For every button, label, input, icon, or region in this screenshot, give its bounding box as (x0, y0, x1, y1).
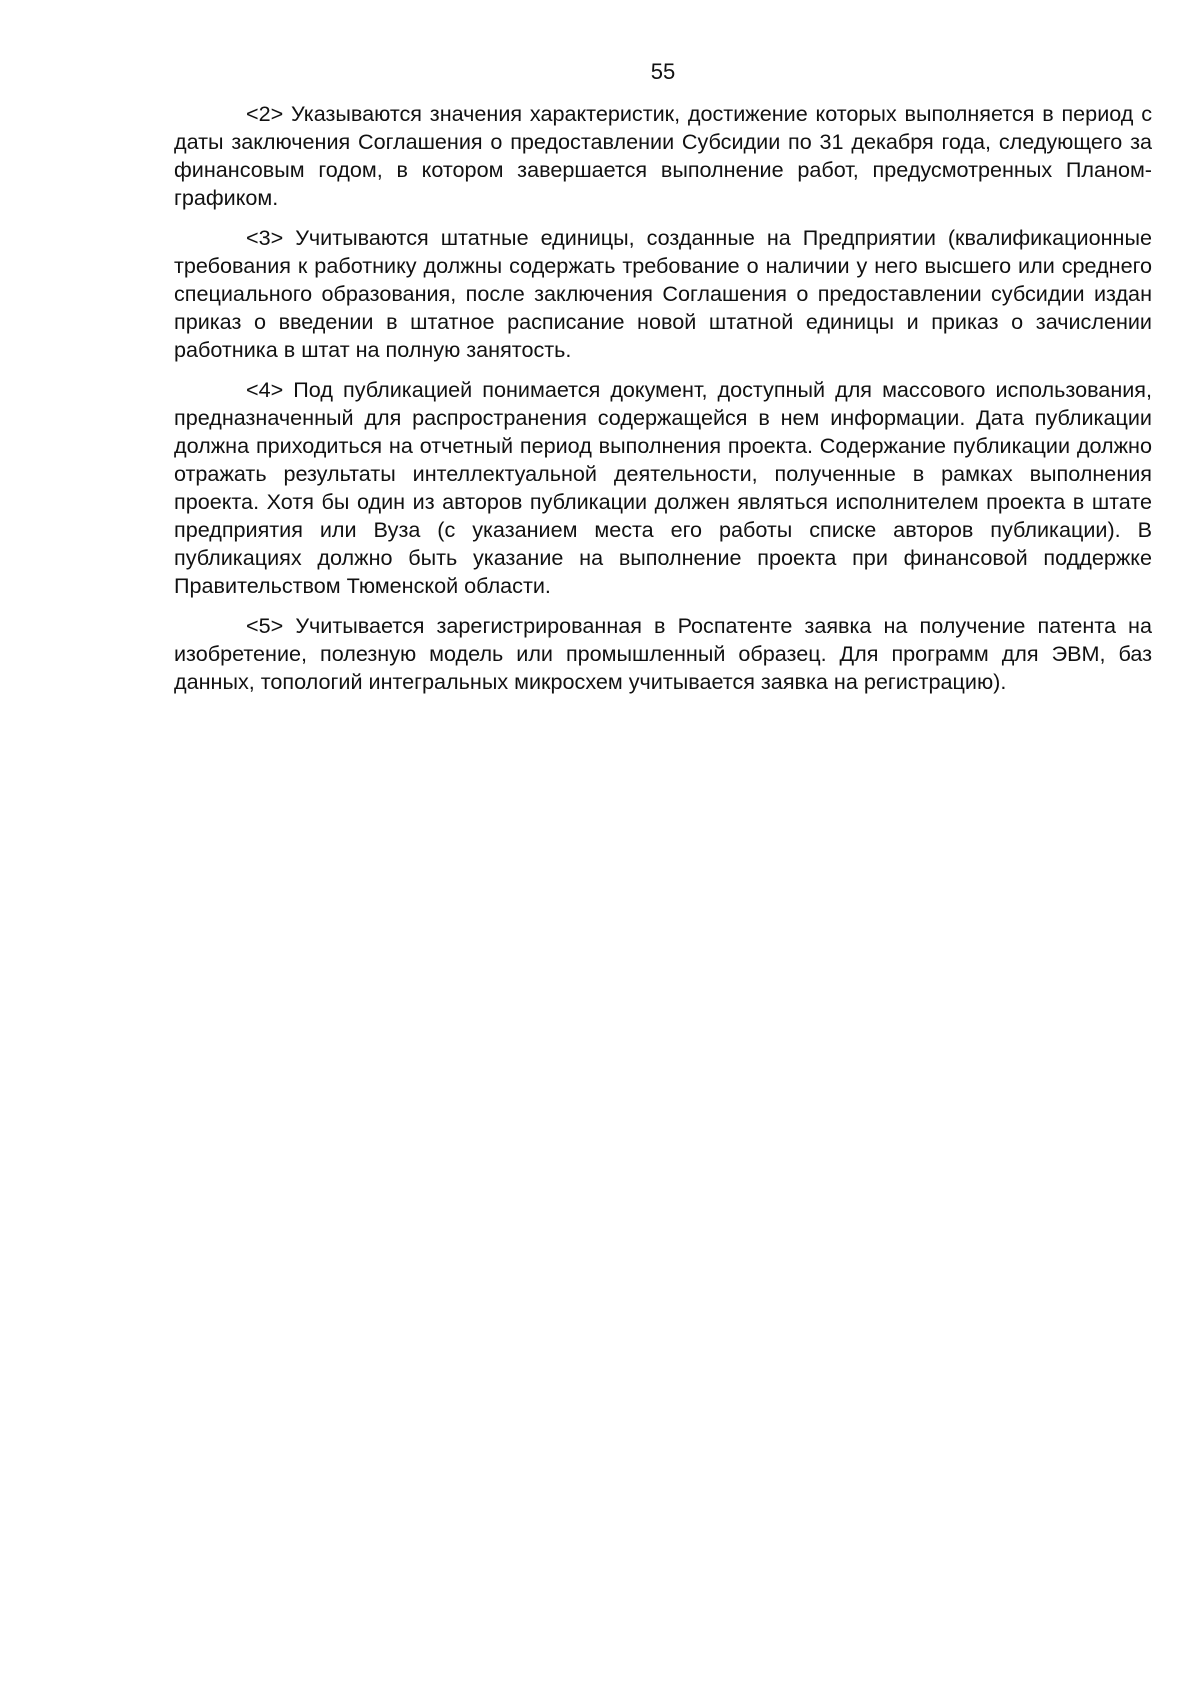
footnote-5: <5> Учитывается зарегистрированная в Роспатенте заявка на получение патента на изобретение, полезную модель или промышленный образец. Для программ для ЭВМ, баз данных, топологий интегральных микросхем учитывается заявка на регистрацию). (174, 613, 1152, 694)
footnote-2: <2> Указываются значения характеристик, достижение которых выполняется в период с даты заключения Соглашения о предоставлении Субсидии по 31 декабря года, следующего за финансовым годом, в котором завершается выполнение работ, предусмотренных Планом-графиком. (174, 101, 1152, 210)
footnote-3: <3> Учитываются штатные единицы, созданные на Предприятии (квалификационные требования к работнику должны содержать требование о наличии у него высшего или среднего специального образования, после заключения Соглашения о предоставлении субсидии издан приказ о введении в штатное расписание новой штатной единицы и приказ о зачислении работника в штат на полную занятость. (174, 225, 1152, 362)
document-page (174, 58, 1152, 708)
page-number: 55 (650, 59, 676, 84)
footnote-4: <4> Под публикацией понимается документ, доступный для массового использования, предназначенный для распространения содержащейся в нем информации. Дата публикации должна приходиться на отчетный период выполнения проекта. Содержание публикации должно отражать результаты интеллектуальной деятельности, полученные в рамках выполнения проекта. Хотя бы один из авторов публикации должен являться исполнителем проекта в штате предприятия или Вуза (с указанием места его работы списке авторов публикации). В публикациях должно быть указание на выполнение проекта при финансовой поддержке Правительством Тюменской области. (174, 377, 1152, 598)
